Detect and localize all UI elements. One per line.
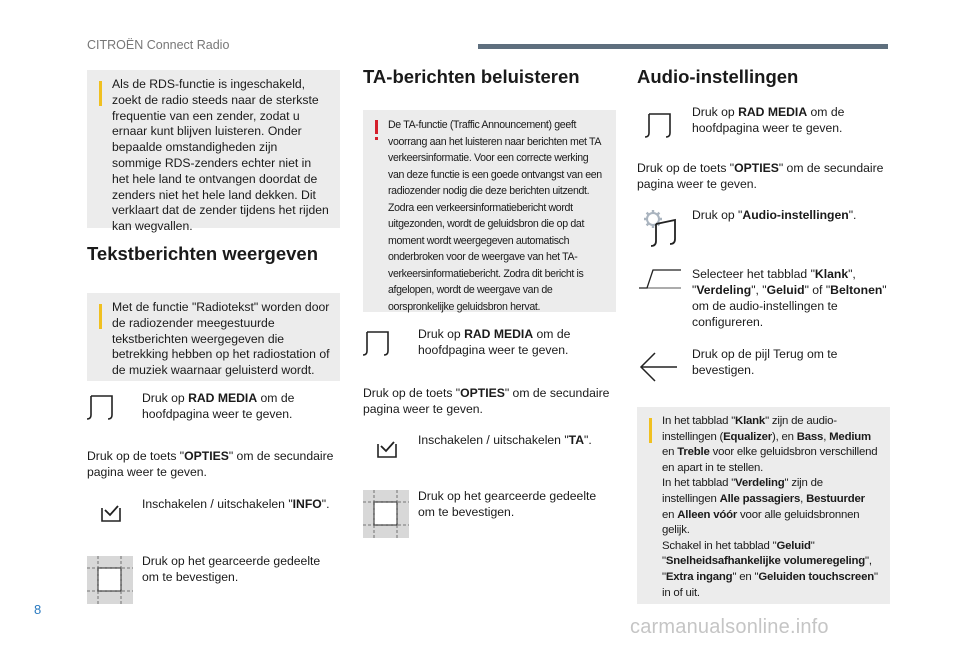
page-number: 8: [34, 602, 42, 617]
step-select-tab-text: Selecteer het tabblad "Klank", "Verdeling", "Geluid" of "Beltonen" om de audio-instellingen te configureren.: [692, 267, 887, 329]
warning-dot: [375, 137, 378, 140]
opties-instruction: Druk op de toets "OPTIES" om de secundaire pagina weer te geven.: [637, 161, 884, 191]
checkbox-icon: [101, 502, 121, 522]
music-note-icon: [87, 394, 117, 422]
audio-info-text: In het tabblad "Klank" zijn de audio-instellingen (Equalizer), en Bass, Medium en Treble voor elke geluidsbron verschillend en apart in te stellen. In het tabblad "Verdeling" zijn de instellingen Alle passagiers, Bestuurder en Alleen vóór voor alle geluidsbronnen gelijk. Schakel in het tabblad "Geluid" "Snelheidsafhankelijke volumeregeling", "Extra ingang" en "Geluiden touchscreen" in of uit.: [662, 415, 878, 599]
music-note-icon: [363, 330, 393, 358]
info-marker: [99, 304, 102, 329]
step-audio-settings: [637, 207, 890, 249]
rds-info-text: Als de RDS-functie is ingeschakeld, zoekt de radio steeds naar de sterkste frequentie van een zender, zodat u ernaar kunt blijven luisteren. Onder bepaalde omstandigheden zijn sommige RDS-zenders echter niet in het hele land te ontvangen doordat de zenders niet het hele land dekken. Dit verklaart dat de zender tijdens het rijden kan wegvallen.: [112, 77, 329, 234]
step-toggle-ta: [363, 432, 616, 462]
section-heading-audio: Audio-instellingen: [637, 66, 799, 87]
opties-instruction: Druk op de toets "OPTIES" om de secundaire pagina weer te geven.: [87, 449, 334, 479]
opties-instruction: Druk op de toets "OPTIES" om de secundaire pagina weer te geven.: [363, 386, 610, 416]
step-back-arrow: [637, 346, 890, 388]
step-confirm-shaded-text: Druk op het gearceerde gedeelte om te bevestigen.: [142, 554, 321, 584]
step-select-tab: [637, 266, 890, 330]
audio-info-box: [637, 407, 890, 604]
back-arrow-icon: [639, 350, 679, 384]
step-rad-media-text: Druk op RAD MEDIA om de hoofdpagina weer te geven.: [692, 105, 845, 135]
ta-info-box: [363, 110, 616, 312]
radiotext-info-text: Met de functie "Radiotekst" worden door de radiozender meegestuurde tekstberichten weergegeven die betrekking hebben op het radiostation of de muziek waarnaar geluisterd wordt.: [112, 300, 330, 378]
shaded-area-icon: [363, 490, 409, 538]
shaded-area-icon: [87, 556, 133, 604]
rds-info-box: [87, 70, 340, 234]
warning-marker: [375, 120, 378, 134]
step-confirm-shaded: [87, 553, 340, 603]
checkbox-icon: [377, 438, 397, 458]
running-header: CITROËN Connect Radio: [87, 38, 230, 52]
step-rad-media-text: Druk op RAD MEDIA om de hoofdpagina weer te geven.: [418, 327, 571, 357]
step-rad-media: [637, 104, 890, 144]
section-heading-ta: TA-berichten beluisteren: [363, 66, 580, 87]
step-rad-media-text: Druk op RAD MEDIA om de hoofdpagina weer te geven.: [142, 391, 295, 421]
radiotext-info-box: [87, 293, 340, 381]
step-confirm-shaded: [363, 488, 616, 538]
step-toggle-info: [87, 496, 340, 526]
step-rad-media: [87, 390, 340, 430]
info-marker: [99, 81, 102, 106]
watermark: carmanualsonline.info: [630, 616, 829, 638]
gear-music-icon: [641, 209, 681, 249]
step-back-arrow-text: Druk op de pijl Terug om te bevestigen.: [692, 347, 838, 377]
header-bar: [478, 44, 888, 49]
step-rad-media: [363, 326, 616, 366]
music-note-icon: [645, 112, 675, 140]
info-marker: [649, 418, 652, 443]
step-toggle-ta-text: Inschakelen / uitschakelen "TA".: [418, 433, 592, 447]
step-confirm-shaded-text: Druk op het gearceerde gedeelte om te bevestigen.: [418, 489, 597, 519]
step-toggle-info-text: Inschakelen / uitschakelen "INFO".: [142, 497, 330, 511]
section-heading-tekstberichten: Tekstberichten weergeven: [87, 243, 318, 264]
tab-icon: [639, 268, 681, 290]
step-audio-settings-text: Druk op "Audio-instellingen".: [692, 208, 857, 222]
ta-info-text: De TA-functie (Traffic Announcement) geeft voorrang aan het luisteren naar berichten met TA verkeersinformatie. Voor een correcte werking van deze functie is een goede ontvangst van een radiozender nodig die deze berichten uitzendt. Zodra een verkeersinformatiebericht wordt uitgezonden, wordt de geluidsbron die op dat moment wordt weergegeven automatisch onderbroken voor de weergave van het TA-verkeersinformatiebericht. Zodra dit bericht is afgelopen, wordt de weergave van de oorspronkelijke geluidsbron hervat.: [388, 119, 602, 313]
